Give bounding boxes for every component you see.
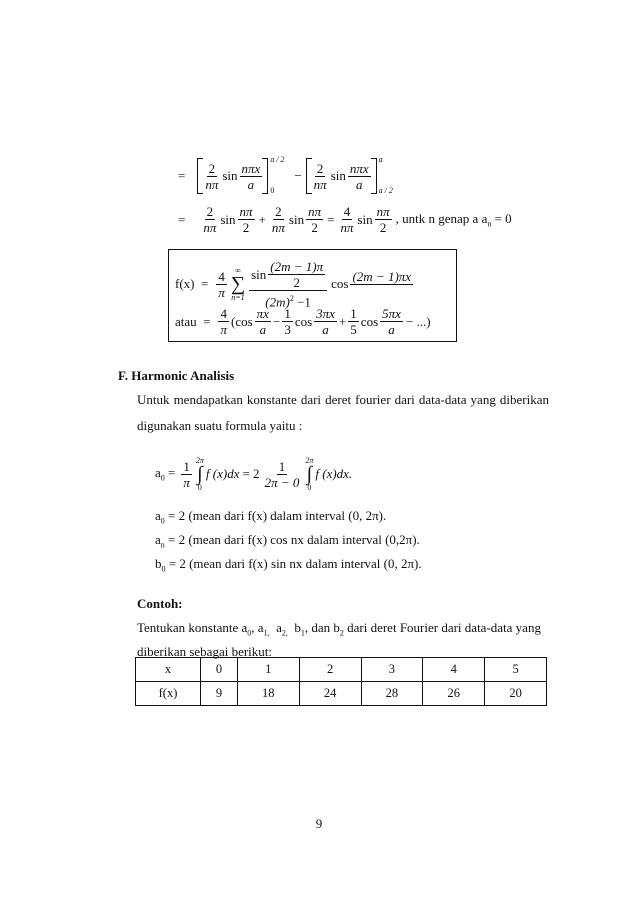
a0-formula xyxy=(155,456,352,492)
fraction-1-over-2pi: $\frac{1}{2\pi - 0}$ xyxy=(264,458,300,490)
fraction-3pix-over-a: $\frac{3\pi x}{a}$ xyxy=(316,306,335,337)
fx-series-line xyxy=(175,259,413,309)
big-fraction-denominator: $(2m)^2 -1$ xyxy=(265,294,311,310)
sin-label-4: sin xyxy=(288,211,305,227)
sin-label-2: sin xyxy=(330,168,346,183)
table-cell: 18 xyxy=(237,682,299,706)
equals-sign-3: = xyxy=(327,211,335,227)
table-cell: 0 xyxy=(201,658,238,682)
table-cell: f(x) xyxy=(136,682,201,706)
integrand-2: f (x)dx. xyxy=(315,466,353,481)
fraction-1-over-pi: $\frac{1}{\pi}$ xyxy=(183,458,190,490)
equals-sign: = xyxy=(178,168,186,183)
open-cos: (cos xyxy=(231,313,253,329)
fraction-2-over-npi-4: $\frac{2}{n\pi}$ xyxy=(271,204,285,235)
cos-label-2: cos xyxy=(294,313,313,329)
table-cell: 20 xyxy=(485,682,547,706)
paragraph-line-1: Untuk mendapatkan konstante dari deret fourier dari data-data yang diberikan xyxy=(137,392,549,407)
integral-1: 2π ∫ 0 xyxy=(195,456,204,492)
table-cell: 4 xyxy=(423,658,485,682)
fraction-cos-arg: (2m − 1)πx xyxy=(352,268,412,284)
fraction-npi-over-2: $\frac{n\pi}{2}$ xyxy=(239,204,253,235)
table-cell: 28 xyxy=(361,682,423,706)
cos-label: cos xyxy=(331,276,349,292)
data-table xyxy=(135,657,547,706)
condition-text: , untk n genap a $a_n = 0$ xyxy=(395,210,512,229)
table-row xyxy=(136,658,547,682)
a0-label: $a_0$ = xyxy=(155,465,176,483)
plus-sign-box: + xyxy=(338,313,347,329)
integrand-1: f (x)dx xyxy=(205,466,240,481)
mean-line-a0: $a_0 = 2$ (mean dari f(x) dalam interval (0, 2π). xyxy=(155,508,387,526)
limits-1: a / 2 0 xyxy=(270,155,285,195)
fraction-npix-over-a: $\frac{\text{nπx}}{a}$ xyxy=(241,160,261,192)
mean-line-b0: $b_0 = 2$ (mean dari f(x) sin nx dalam interval (0, 2π). xyxy=(155,556,422,574)
fraction-npi-over-2-b: $\frac{n\pi}{2}$ xyxy=(308,204,322,235)
equation-line-2 xyxy=(178,204,512,235)
fraction-1-over-5: $\frac{1}{5}$ xyxy=(350,306,357,337)
fx-label: f(x) = xyxy=(175,276,209,292)
fraction-pix-over-a: $\frac{\pi x}{a}$ xyxy=(256,306,269,337)
sin-label: sin xyxy=(222,168,238,183)
minus-sign-box: − xyxy=(272,313,281,329)
sin-label-3: sin xyxy=(220,211,236,227)
table-cell: x xyxy=(136,658,201,682)
table-cell: 24 xyxy=(299,682,361,706)
table-cell: 3 xyxy=(361,658,423,682)
fraction-4-over-pi: $\frac{4}{\pi}$ xyxy=(218,268,225,300)
equation-line-1 xyxy=(178,155,399,195)
integral-2: 2π ∫ 0 xyxy=(305,456,314,492)
big-fraction xyxy=(249,259,327,309)
minus-sign: − xyxy=(294,168,302,183)
table-cell: 1 xyxy=(237,658,299,682)
plus-sign: + xyxy=(258,211,266,227)
fraction-5pix-over-a: $\frac{5\pi x}{a}$ xyxy=(382,306,401,337)
fraction-npi-over-2-c: $\frac{n\pi}{2}$ xyxy=(376,204,390,235)
equals-2: = 2 xyxy=(242,466,260,481)
equals-sign-2: = xyxy=(178,211,186,227)
table-row xyxy=(136,682,547,706)
paragraph-line-2: digunakan suatu formula yaitu : xyxy=(137,418,303,433)
contoh-heading: Contoh: xyxy=(137,596,183,611)
table-cell: 9 xyxy=(201,682,238,706)
page-number: 9 xyxy=(315,816,323,831)
fraction-2-over-npi: $\frac{2}{n\pi}$ xyxy=(205,160,219,192)
table-cell: 2 xyxy=(299,658,361,682)
limits-2: a a / 2 xyxy=(378,155,393,195)
section-heading: F. Harmonic Analisis xyxy=(118,368,235,383)
atau-line xyxy=(175,306,431,337)
fraction-4-over-npi: $\frac{4}{n\pi}$ xyxy=(340,204,354,235)
table-cell: 26 xyxy=(423,682,485,706)
mean-line-an: $a_n = 2$ (mean dari f(x) cos nx dalam interval (0,2π). xyxy=(155,532,420,550)
cos-label-3: cos xyxy=(360,313,379,329)
atau-label: atau = xyxy=(175,313,211,329)
summation: ∞ ∑ n=1 xyxy=(230,266,246,303)
table-cell: 5 xyxy=(485,658,547,682)
contoh-line-1: Tentukan konstante $a_0$, $a_{1,}$ $a_{2,}$ $b_1$, dan $b_2$ dari deret Fourier dari data-data yang xyxy=(137,620,541,638)
contoh-line-2: diberikan sebagai berikut: xyxy=(137,644,273,659)
fraction-4-over-pi-2: $\frac{4}{\pi}$ xyxy=(220,306,227,337)
fraction-1-over-3: $\frac{1}{3}$ xyxy=(284,306,291,337)
fraction-2-over-npi-3: $\frac{2}{n\pi}$ xyxy=(203,204,217,235)
formula-box xyxy=(168,249,457,342)
close-series: − ...) xyxy=(405,313,431,329)
fraction-npix-over-a-2: $\frac{\text{nπx}}{a}$ xyxy=(349,160,369,192)
fraction-2-over-npi-2: $\frac{2}{n\pi}$ xyxy=(313,160,327,192)
big-fraction-numerator: sin $\frac{(2m - 1)\pi}{2}$ xyxy=(249,259,327,291)
sin-label-5: sin xyxy=(357,211,373,227)
